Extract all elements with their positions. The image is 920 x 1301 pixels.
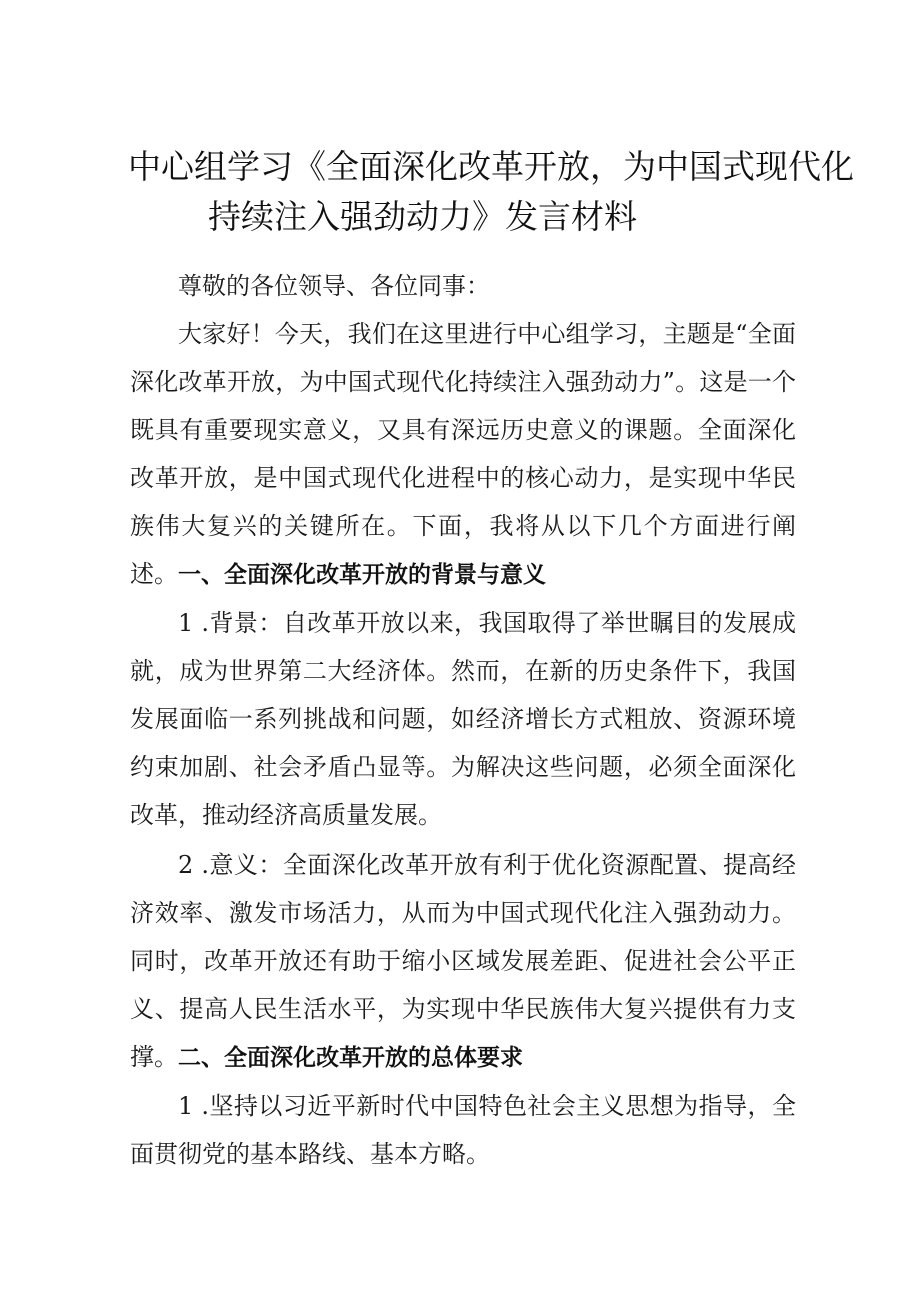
section-1-item-1: 1 .背景：自改革开放以来，我国取得了举世瞩目的发展成就，成为世界第二大经济体。然而，在新的历史条件下，我国发展面临一系列挑战和问题，如经济增长方式粗放、资源环境约束加剧、社会矛盾凸显等。为解决这些问题，必须全面深化改革，推动经济高质量发展。 xyxy=(130,609,796,829)
section-2-heading: 二、全面深化改革开放的总体要求 xyxy=(178,1045,523,1071)
intro-paragraph: 大家好！今天，我们在这里进行中心组学习，主题是“全面深化改革开放，为中国式现代化持续注入强劲动力”。这是一个既具有重要现实意义，又具有深远历史意义的课题。全面深化改革开放，是中国式现代化进程中的核心动力，是实现中华民族伟大复兴的关键所在。下面，我将从以下几个方面进行阐述。 xyxy=(130,320,796,588)
document-title-line-1: 中心组学习《全面深化改革开放，为中国式现代化 xyxy=(128,147,854,186)
salutation: 尊敬的各位领导、各位同事： xyxy=(178,272,490,300)
document-title-line-2: 持续注入强劲动力》发言材料 xyxy=(208,197,637,236)
section-2-item-1: 1 .坚持以习近平新时代中国特色社会主义思想为指导，全面贯彻党的基本路线、基本方略。 xyxy=(130,1092,796,1168)
section-1-item-2: 2 .意义：全面深化改革开放有利于优化资源配置、提高经济效率、激发市场活力，从而为中国式现代化注入强劲动力。同时，改革开放还有助于缩小区域发展差距、促进社会公平正义、提高人民生活水平，为实现中华民族伟大复兴提供有力支撑。 xyxy=(130,851,796,1071)
section-1-heading: 一、全面深化改革开放的背景与意义 xyxy=(178,562,546,588)
